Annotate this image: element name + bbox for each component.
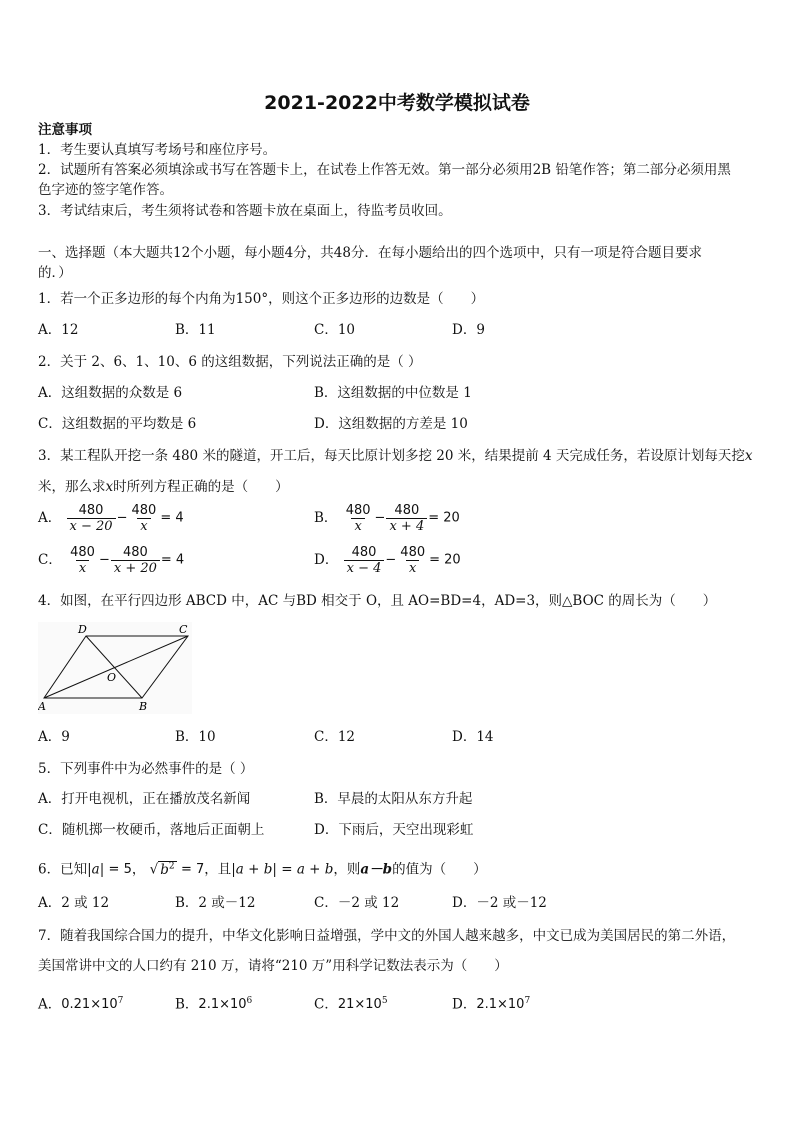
q6-text-2: ，且: [204, 861, 232, 878]
vertex-label-d: D: [78, 623, 87, 636]
q6-option-a: A．2 或 12: [38, 895, 110, 911]
q3-option-c: C． $\frac{480}{x}$ − $\frac{480}{x + 20}$ = 4: [38, 545, 185, 576]
q1-option-b: B．11: [175, 322, 216, 338]
q7-option-d: D．$2.1\times 10^7$: [452, 996, 531, 1013]
sqrt-symbol: √: [149, 861, 159, 878]
q1-option-a: A．12: [38, 322, 79, 338]
q7-option-a: A．$0.21\times 10^7$: [38, 996, 124, 1013]
q6-a-minus-b: a－b: [360, 861, 393, 878]
section-heading: 一、选择题（本大题共12个小题，每小题4分，共48分．在每小题给出的四个选项中，只有一项是符合题目要求: [38, 245, 702, 261]
page-title: 2021-2022中考数学模拟试卷: [264, 92, 530, 114]
q6-option-b: B．2 或－12: [175, 895, 256, 911]
q2-option-c: C．这组数据的平均数是 6: [38, 416, 197, 432]
q2-stem: 2．关于 2、6、1、10、6 的这组数据，下列说法正确的是（ ）: [38, 354, 422, 370]
q4-option-c: C．12: [314, 729, 356, 745]
q7-stem-line1: 7．随着我国综合国力的提升，中华文化影响日益增强，学中文的外国人越来越多，中文已成为美国居民的第二外语，: [38, 928, 736, 944]
q5-option-d: D．下雨后，天空出现彩虹: [314, 822, 474, 838]
q2-option-b: B．这组数据的中位数是 1: [314, 385, 472, 401]
q5-stem: 5．下列事件中为必然事件的是（ ）: [38, 761, 254, 777]
q5-option-b: B．早晨的太阳从东方升起: [314, 791, 473, 807]
vertex-label-c: C: [179, 623, 188, 636]
q3-variable: x: [744, 448, 753, 464]
notes-item-3: 3．考试结束后，考生须将试卷和答题卡放在桌面上，待监考员收回。: [38, 203, 452, 219]
fraction: $\frac{480}{x - 4}$: [344, 545, 385, 576]
option-label: A．: [38, 510, 62, 526]
q6-eq-5: = 5: [108, 862, 132, 877]
q6-abs-a: |a|: [87, 861, 105, 878]
q7-option-b: B．$2.1\times 10^6$: [175, 996, 253, 1013]
q3-stem-text-a: 米，那么求: [38, 479, 106, 495]
option-label: B．: [314, 510, 338, 526]
q6-eq-ab: = a + b: [281, 861, 334, 878]
q6-stem: [38, 857, 487, 879]
q3-option-d: D． $\frac{480}{x - 4}$ − $\frac{480}{x}$ = 20: [314, 545, 461, 576]
parallelogram-figure: [38, 622, 192, 714]
q4-option-b: B．10: [175, 729, 216, 745]
option-label: C．: [38, 552, 62, 568]
q3-stem-line2: [38, 478, 289, 496]
q3-stem-text-b: 时所列方程正确的是（ ）: [113, 479, 289, 495]
q2-option-d: D．这组数据的方差是 10: [314, 416, 468, 432]
q6-text-1: 6．已知: [38, 861, 88, 878]
q3-option-b: B． $\frac{480}{x}$ − $\frac{480}{x + 4}$ = 20: [314, 503, 460, 534]
q6-abs-ab: |a + b|: [231, 861, 277, 878]
q1-option-d: D．9: [452, 322, 485, 338]
section-heading-cont: 的．）: [38, 265, 72, 281]
fraction: $\frac{480}{x}$: [400, 545, 426, 576]
notes-item-2: 2．试题所有答案必须填涂或书写在答题卡上，在试卷上作答无效。第一部分必须用2B 铅笔作答；第二部分必须用黑: [38, 162, 731, 178]
q6-separator: ，: [131, 861, 146, 878]
vertex-label-o: O: [107, 671, 117, 684]
fraction: $\frac{480}{x}$: [345, 503, 371, 534]
q1-stem: 1．若一个正多边形的每个内角为150°，则这个正多边形的边数是（ ）: [38, 291, 485, 307]
q6-option-c: C．－2 或 12: [314, 895, 400, 911]
fraction: $\frac{480}{x}$: [70, 545, 95, 576]
q3-stem-line1: [38, 447, 753, 465]
q7-option-c: C．$21\times 10^5$: [314, 996, 388, 1013]
vertex-label-a: A: [38, 700, 46, 713]
fraction: $\frac{480}{x}$: [131, 503, 157, 534]
q3-option-a: A． $\frac{480}{x - 20}$ − $\frac{480}{x}$ = 4: [38, 503, 184, 534]
q2-option-a: A．这组数据的众数是 6: [38, 385, 183, 401]
q3-stem-text: 3．某工程队开挖一条 480 米的隧道，开工后，每天比原计划多挖 20 米，结果提前 4 天完成任务，若设原计划每天挖: [38, 448, 745, 464]
notes-heading: 注意事项: [38, 122, 92, 138]
fraction: $\frac{480}{x + 4}$: [386, 503, 427, 534]
q6-radicand: $b^2$: [160, 861, 175, 878]
notes-item-1: 1．考生要认真填写考场号和座位序号。: [38, 142, 277, 158]
q6-text-4: 的值为（ ）: [392, 861, 487, 878]
q6-text-3: ，则: [333, 861, 361, 878]
q3-variable: x: [105, 479, 114, 495]
option-label: D．: [314, 552, 339, 568]
q6-eq-7: = 7: [180, 862, 205, 877]
q4-option-a: A．9: [38, 729, 70, 745]
q6-option-d: D．－2 或－12: [452, 895, 547, 911]
q1-option-c: C．10: [314, 322, 356, 338]
vertex-label-b: B: [139, 700, 148, 713]
q5-option-a: A．打开电视机，正在播放茂名新闻: [38, 791, 251, 807]
notes-item-2-cont: 色字迹的签字笔作答。: [38, 182, 173, 198]
fraction: $\frac{480}{x + 20}$: [111, 545, 160, 576]
q7-stem-line2: 美国常讲中文的人口约有 210 万，请将“210 万”用科学记数法表示为（ ）: [38, 958, 508, 974]
q4-option-d: D．14: [452, 729, 494, 745]
q5-option-c: C．随机掷一枚硬币，落地后正面朝上: [38, 822, 265, 838]
fraction: $\frac{480}{x - 20}$: [67, 503, 116, 534]
q4-stem: 4．如图，在平行四边形 ABCD 中，AC 与BD 相交于 O，且 AO=BD=4，AD=3，则△BOC 的周长为（ ）: [38, 593, 717, 609]
